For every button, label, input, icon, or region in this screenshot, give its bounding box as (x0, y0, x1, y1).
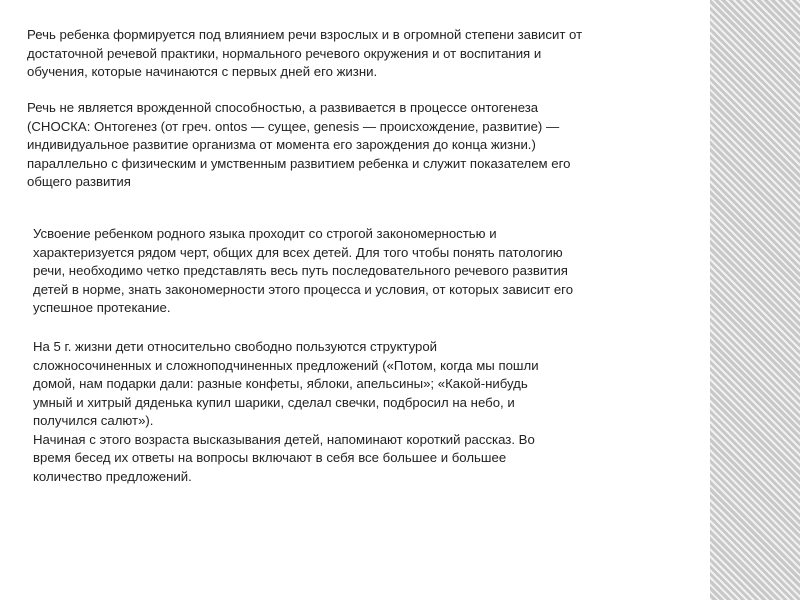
paragraph-speech-formation: Речь ребенка формируется под влиянием речи взрослых и в огромной степени зависит от достаточной речевой практики, нормального речевого окружения и от воспитания и обучения, которые начинаются с первых дней его жизни. (27, 27, 583, 79)
paragraph-five-years: На 5 г. жизни дети относительно свободно пользуются структурой сложносочиненных и сложноподчиненных предложений («Потом, когда мы пошли домой, нам подарки дали: разные конфеты, яблоки, апельсины»; «Какой-нибудь умный и хитрый дяденька купил шарики, сделал свечки, подбросил на небо, и получился салют»). Начиная с этого возраста высказывания детей, напоминают короткий рассказ. Во время бесед их ответы на вопросы включают в себя все большее и большее количество предложений. (33, 339, 539, 484)
paragraph-native-language: Усвоение ребенком родного языка проходит со строгой закономерностью и характеризуется рядом черт, общих для всех детей. Для того чтобы понять патологию речи, необходимо четко представлять весь путь последовательного речевого развития детей в норме, знать закономерности этого процесса и условия, от которых зависит его успешное протекание. (33, 226, 574, 315)
paragraph-ontogenesis: Речь не является врожденной способностью, а развивается в процессе онтогенеза (СНОСКА: Онтогенез (от греч. ontos — сущее, genesis — происхождение, развитие) — индивидуальное развитие организма от момента его зарождения до конца жизни.) параллельно с физическим и умственным развитием ребенка и служит показателем его общего развития (27, 100, 571, 189)
decorative-side-band (710, 0, 800, 600)
